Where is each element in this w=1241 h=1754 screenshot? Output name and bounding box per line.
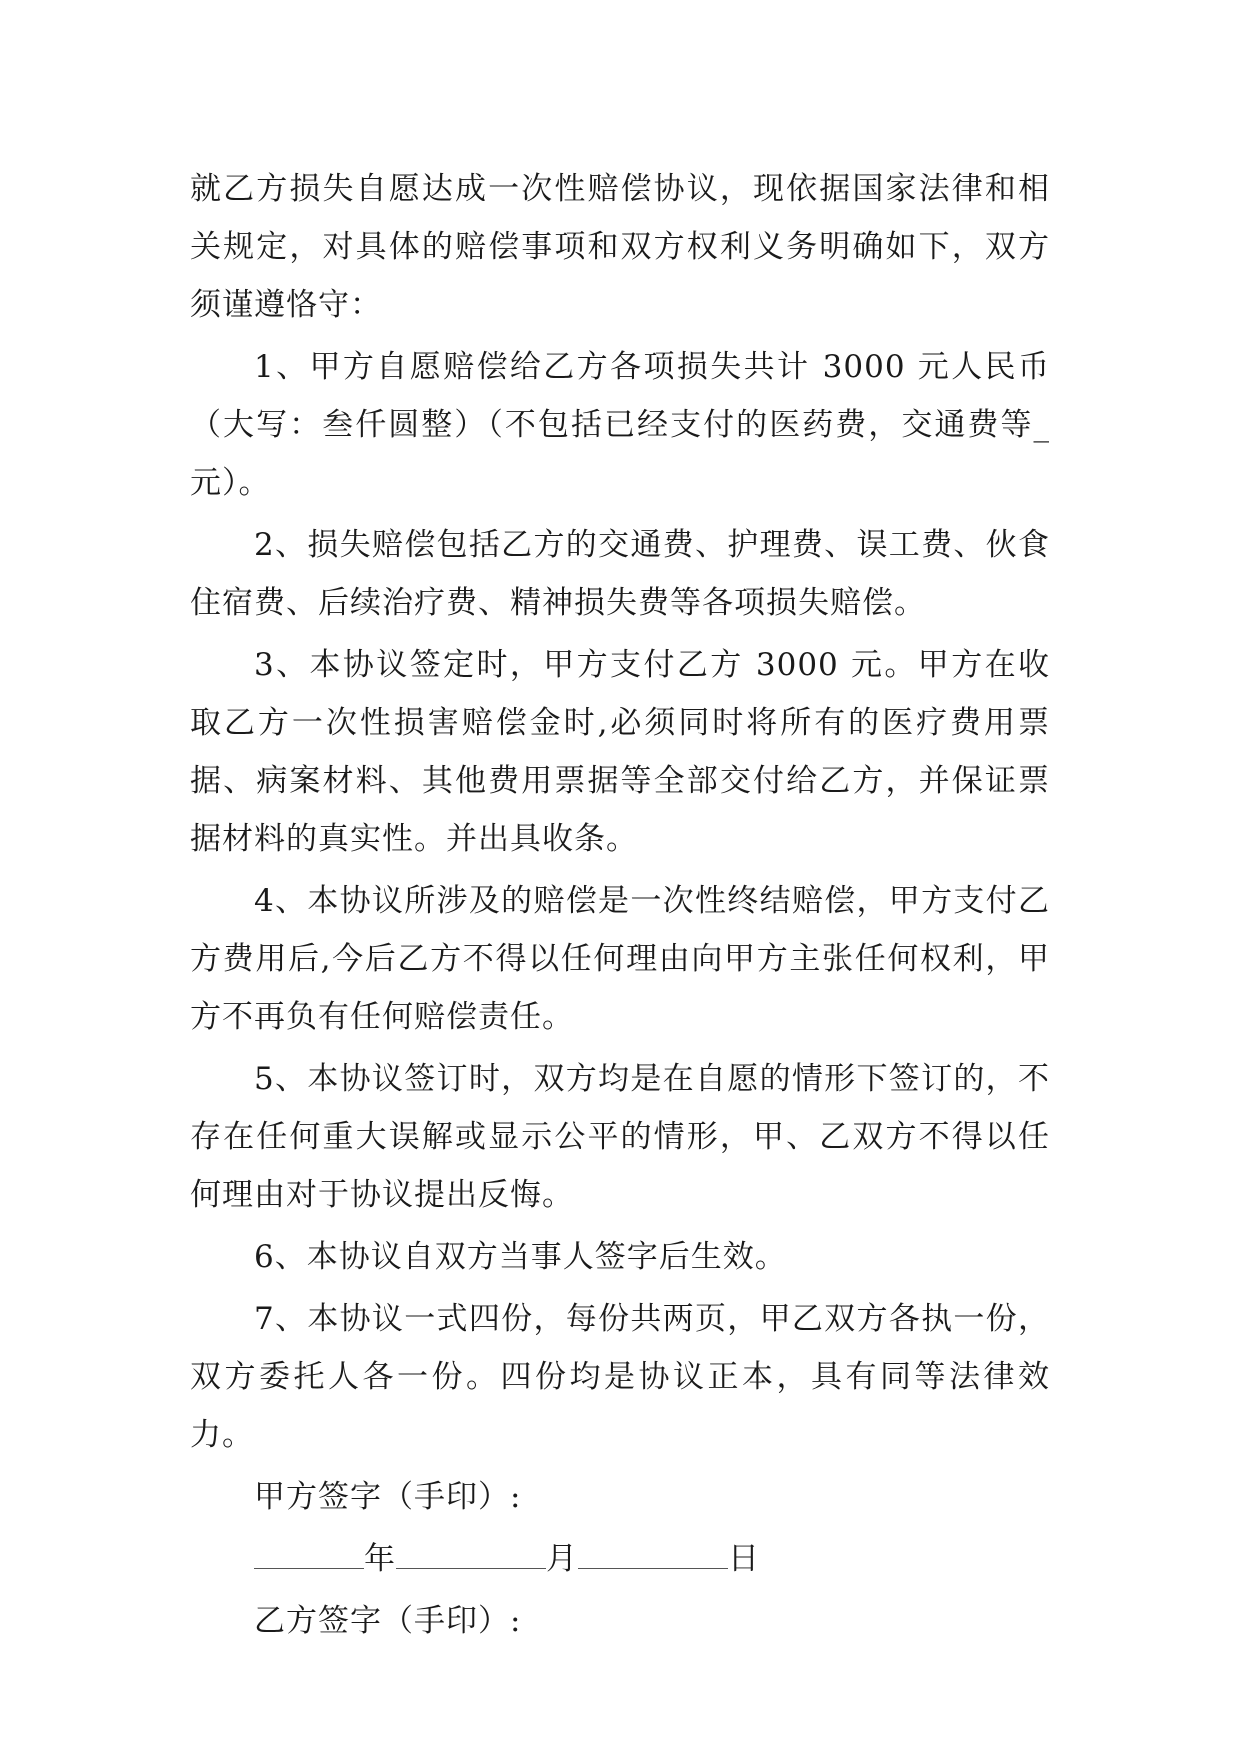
year-blank[interactable] xyxy=(254,1546,364,1569)
clause-2-paragraph: 2、损失赔偿包括乙方的交通费、护理费、误工费、伙食住宿费、后续治疗费、精神损失费等各项损失赔偿。 xyxy=(190,527,1050,621)
date-line xyxy=(254,1530,1050,1588)
clause-3-paragraph: 3、本协议签定时，甲方支付乙方 3000 元。甲方在收取乙方一次性损害赔偿金时,必须同时将所有的医疗费用票据、病案材料、其他费用票据等全部交付给乙方，并保证票据材料的真实性。并出具收条。 xyxy=(190,647,1050,857)
intro-paragraph: 就乙方损失自愿达成一次性赔偿协议，现依据国家法律和相关规定，对具体的赔偿事项和双方权利义务明确如下，双方须谨遵恪守： xyxy=(190,171,1050,323)
clause-6-paragraph: 6、本协议自双方当事人签字后生效。 xyxy=(254,1239,787,1275)
clause-4-paragraph: 4、本协议所涉及的赔偿是一次性终结赔偿，甲方支付乙方费用后,今后乙方不得以任何理由向甲方主张任何权利，甲方不再负有任何赔偿责任。 xyxy=(190,883,1050,1035)
party-b-signature-label: 乙方签字（手印）: xyxy=(254,1603,522,1639)
month-label: 月 xyxy=(546,1541,578,1577)
day-label: 日 xyxy=(728,1541,760,1577)
clause-7-paragraph: 7、本协议一式四份，每份共两页，甲乙双方各执一份，双方委托人各一份。四份均是协议正本，具有同等法律效力。 xyxy=(190,1301,1050,1453)
clause-5-paragraph: 5、本协议签订时，双方均是在自愿的情形下签订的，不存在任何重大误解或显示公平的情形，甲、乙双方不得以任何理由对于协议提出反悔。 xyxy=(190,1061,1050,1213)
clause-1-paragraph: 1、甲方自愿赔偿给乙方各项损失共计 3000 元人民币（大写：叁仟圆整）（不包括已经支付的医药费，交通费等_元）。 xyxy=(190,349,1050,501)
document-page xyxy=(190,160,1050,1654)
year-label: 年 xyxy=(364,1541,396,1577)
day-blank[interactable] xyxy=(578,1546,728,1569)
month-blank[interactable] xyxy=(396,1546,546,1569)
party-a-signature-label: 甲方签字（手印）: xyxy=(254,1479,522,1515)
